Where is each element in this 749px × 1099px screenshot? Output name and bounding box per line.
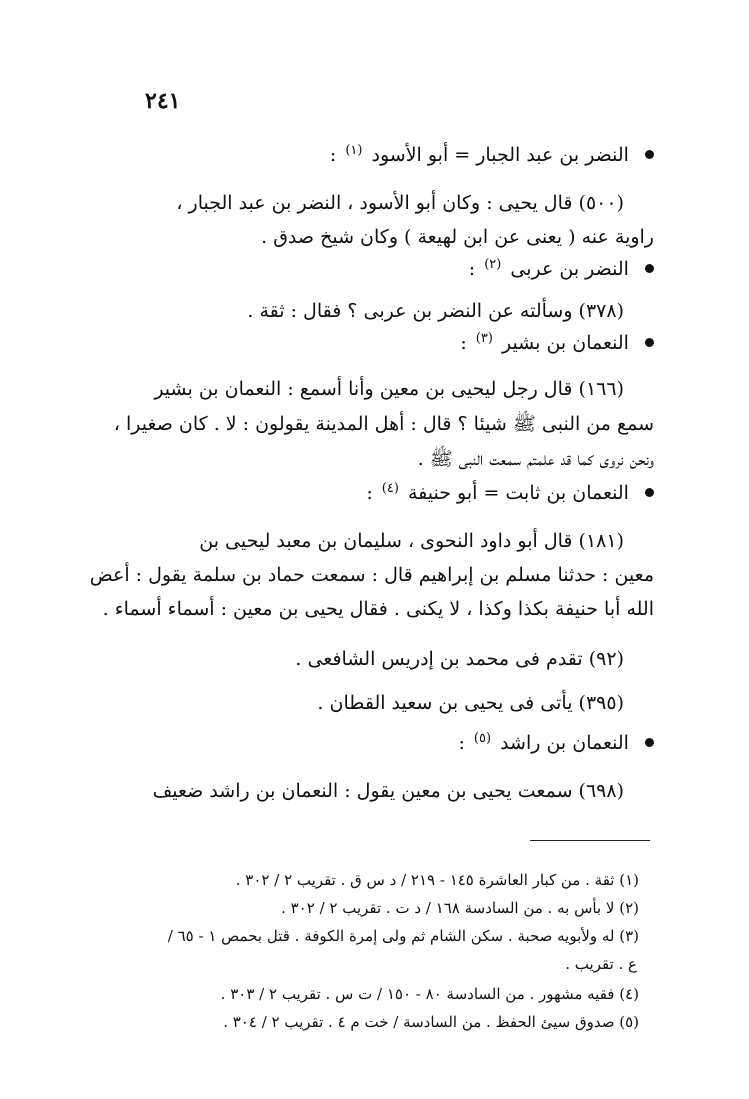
entry-heading-text: النضر بن عربى [510,258,629,280]
footnote-ref: (٣) [475,330,493,346]
paragraph-line: (١٦٦) قال رجل ليحيى بن معين وأنا أسمع : النعمان بن بشير [154,378,624,400]
entry-heading-2 [120,254,654,284]
footnote-4: (٤) فقيه مشهور . من السادسة ٨٠ - ١٥٠ / ت س . تقريب ٢ / ٣٠٣ . [220,985,639,1003]
paragraph-line: (٣٧٨) وسألته عن النضر بن عربى ؟ فقال : ثقة . [247,300,624,322]
entry-heading-text: النضر بن عبد الجبار = أبو الأسود [371,144,629,166]
footnote-3: (٣) له ولأبويه صحبة . سكن الشام ثم ولى إمرة الكوفة . قتل بحمص ١ - ٦٥ / [167,927,639,945]
entry-heading-4 [120,478,654,508]
paragraph-line: الله أبا حنيفة بكذا وكذا ، لا يكنى . فقال يحيى بن معين : أسماء أسماء . [102,598,654,620]
footnote-ref: (٢) [484,256,502,272]
entry-heading-1 [120,140,654,170]
heading-colon: : [329,144,337,166]
paragraph-line: (٩٢) تقدم فى محمد بن إدريس الشافعى . [295,648,624,670]
paragraph-line: راوية عنه ( يعنى عن ابن لهيعة ) وكان شيخ صدق . [261,226,654,248]
entry-heading-text: النعمان بن بشير [501,332,629,354]
paragraph-line: (١٨١) قال أبو داود النحوى ، سليمان بن معبد ليحيى بن [199,530,624,552]
footnote-ref: (١) [345,142,363,158]
bullet-icon [645,738,654,747]
footnote-3-continuation: ع . تقريب . [565,955,637,973]
heading-colon: : [468,258,476,280]
paragraph-line: (٦٩٨) سمعت يحيى بن معين يقول : النعمان بن راشد ضعيف [152,780,624,802]
bullet-icon [645,488,654,497]
footnote-1: (١) ثقة . من كبار العاشرة ١٤٥ - ٢١٩ / د س ق . تقريب ٢ / ٣٠٢ . [235,871,639,889]
entry-heading-5 [120,728,654,758]
page-number: ٢٤١ [145,88,181,114]
paragraph-line: سمع من النبى ﷺ شيئا ؟ قال : أهل المدينة يقولون : لا . كان صغيرا ، [113,413,654,435]
footnote-separator [530,840,650,841]
paragraph-line: معين : حدثنا مسلم بن إبراهيم قال : سمعت حماد بن سلمة يقول : أعض [89,564,654,586]
paragraph-line: (٥٠٠) قال يحيى : وكان أبو الأسود ، النضر بن عبد الجبار ، [176,192,624,214]
paragraph-line: (٣٩٥) يأتى فى يحيى بن سعيد القطان . [317,692,624,714]
heading-colon: : [458,732,465,754]
bullet-icon [645,338,654,347]
footnote-ref: (٥) [473,730,492,746]
heading-colon: : [366,482,373,504]
bullet-icon [645,150,654,159]
entry-heading-3 [120,328,654,358]
paragraph-line: ونحن نروى كما قد علمتم سمعت النبى ﷺ . [417,448,654,470]
bullet-icon [645,264,654,273]
footnote-2: (٢) لا بأس به . من السادسة ١٦٨ / د ت . تقريب ٢ / ٣٠٢ . [281,899,639,917]
footnote-ref: (٤) [381,480,399,496]
entry-heading-text: النعمان بن راشد [500,732,629,754]
entry-heading-text: النعمان بن ثابت = أبو حنيفة [407,482,629,504]
heading-colon: : [460,332,467,354]
footnote-5: (٥) صدوق سيئ الحفظ . من السادسة / خت م ٤ . تقريب ٢ / ٣٠٤ . [223,1013,639,1031]
